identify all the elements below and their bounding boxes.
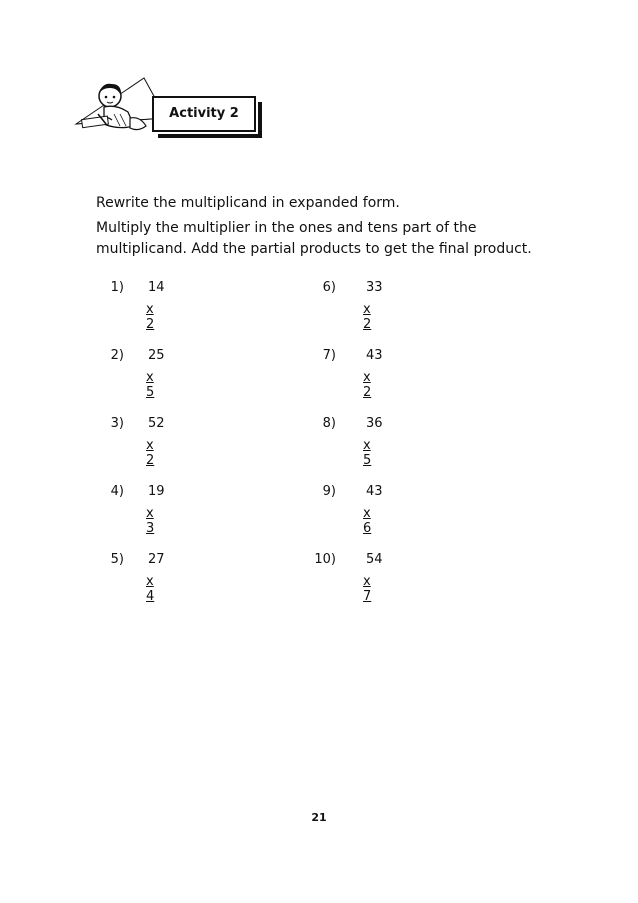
multiplier: x 2 — [363, 370, 372, 400]
multiplier: x 5 — [146, 370, 155, 400]
problem-number: 6) — [322, 280, 336, 295]
multiplicand: 36 — [366, 416, 383, 431]
problem-number: 3) — [110, 416, 124, 431]
problem-number: 9) — [322, 484, 336, 499]
instruction-line-2: Multiply the multiplier in the ones and tens part of the — [96, 220, 477, 236]
problem-number: 4) — [110, 484, 124, 499]
problem-number: 8) — [322, 416, 336, 431]
multiplicand: 54 — [366, 552, 383, 567]
multiplicand: 52 — [148, 416, 165, 431]
problem-number: 7) — [322, 348, 336, 363]
instruction-line-3: multiplicand. Add the partial products to get the final product. — [96, 241, 532, 257]
page-number: 21 — [311, 811, 327, 824]
instruction-line-1: Rewrite the multiplicand in expanded form. — [96, 195, 400, 211]
multiplier: x 6 — [363, 506, 372, 536]
multiplicand: 19 — [148, 484, 165, 499]
multiplicand: 14 — [148, 280, 165, 295]
problem-number: 5) — [110, 552, 124, 567]
multiplier: x 2 — [363, 302, 372, 332]
instructions — [96, 193, 576, 260]
multiplicand: 43 — [366, 348, 383, 363]
multiplier: x 3 — [146, 506, 155, 536]
multiplicand: 25 — [148, 348, 165, 363]
multiplier: x 4 — [146, 574, 155, 604]
multiplicand: 27 — [148, 552, 165, 567]
multiplicand: 33 — [366, 280, 383, 295]
multiplier: x 2 — [146, 302, 155, 332]
multiplicand: 43 — [366, 484, 383, 499]
activity-title: Activity 2 — [169, 106, 239, 121]
problem-number: 10) — [314, 552, 336, 567]
problem-number: 1) — [110, 280, 124, 295]
multiplier: x 7 — [363, 574, 372, 604]
activity-title-box — [152, 96, 258, 134]
multiplier: x 5 — [363, 438, 372, 468]
multiplier: x 2 — [146, 438, 155, 468]
problem-number: 2) — [110, 348, 124, 363]
